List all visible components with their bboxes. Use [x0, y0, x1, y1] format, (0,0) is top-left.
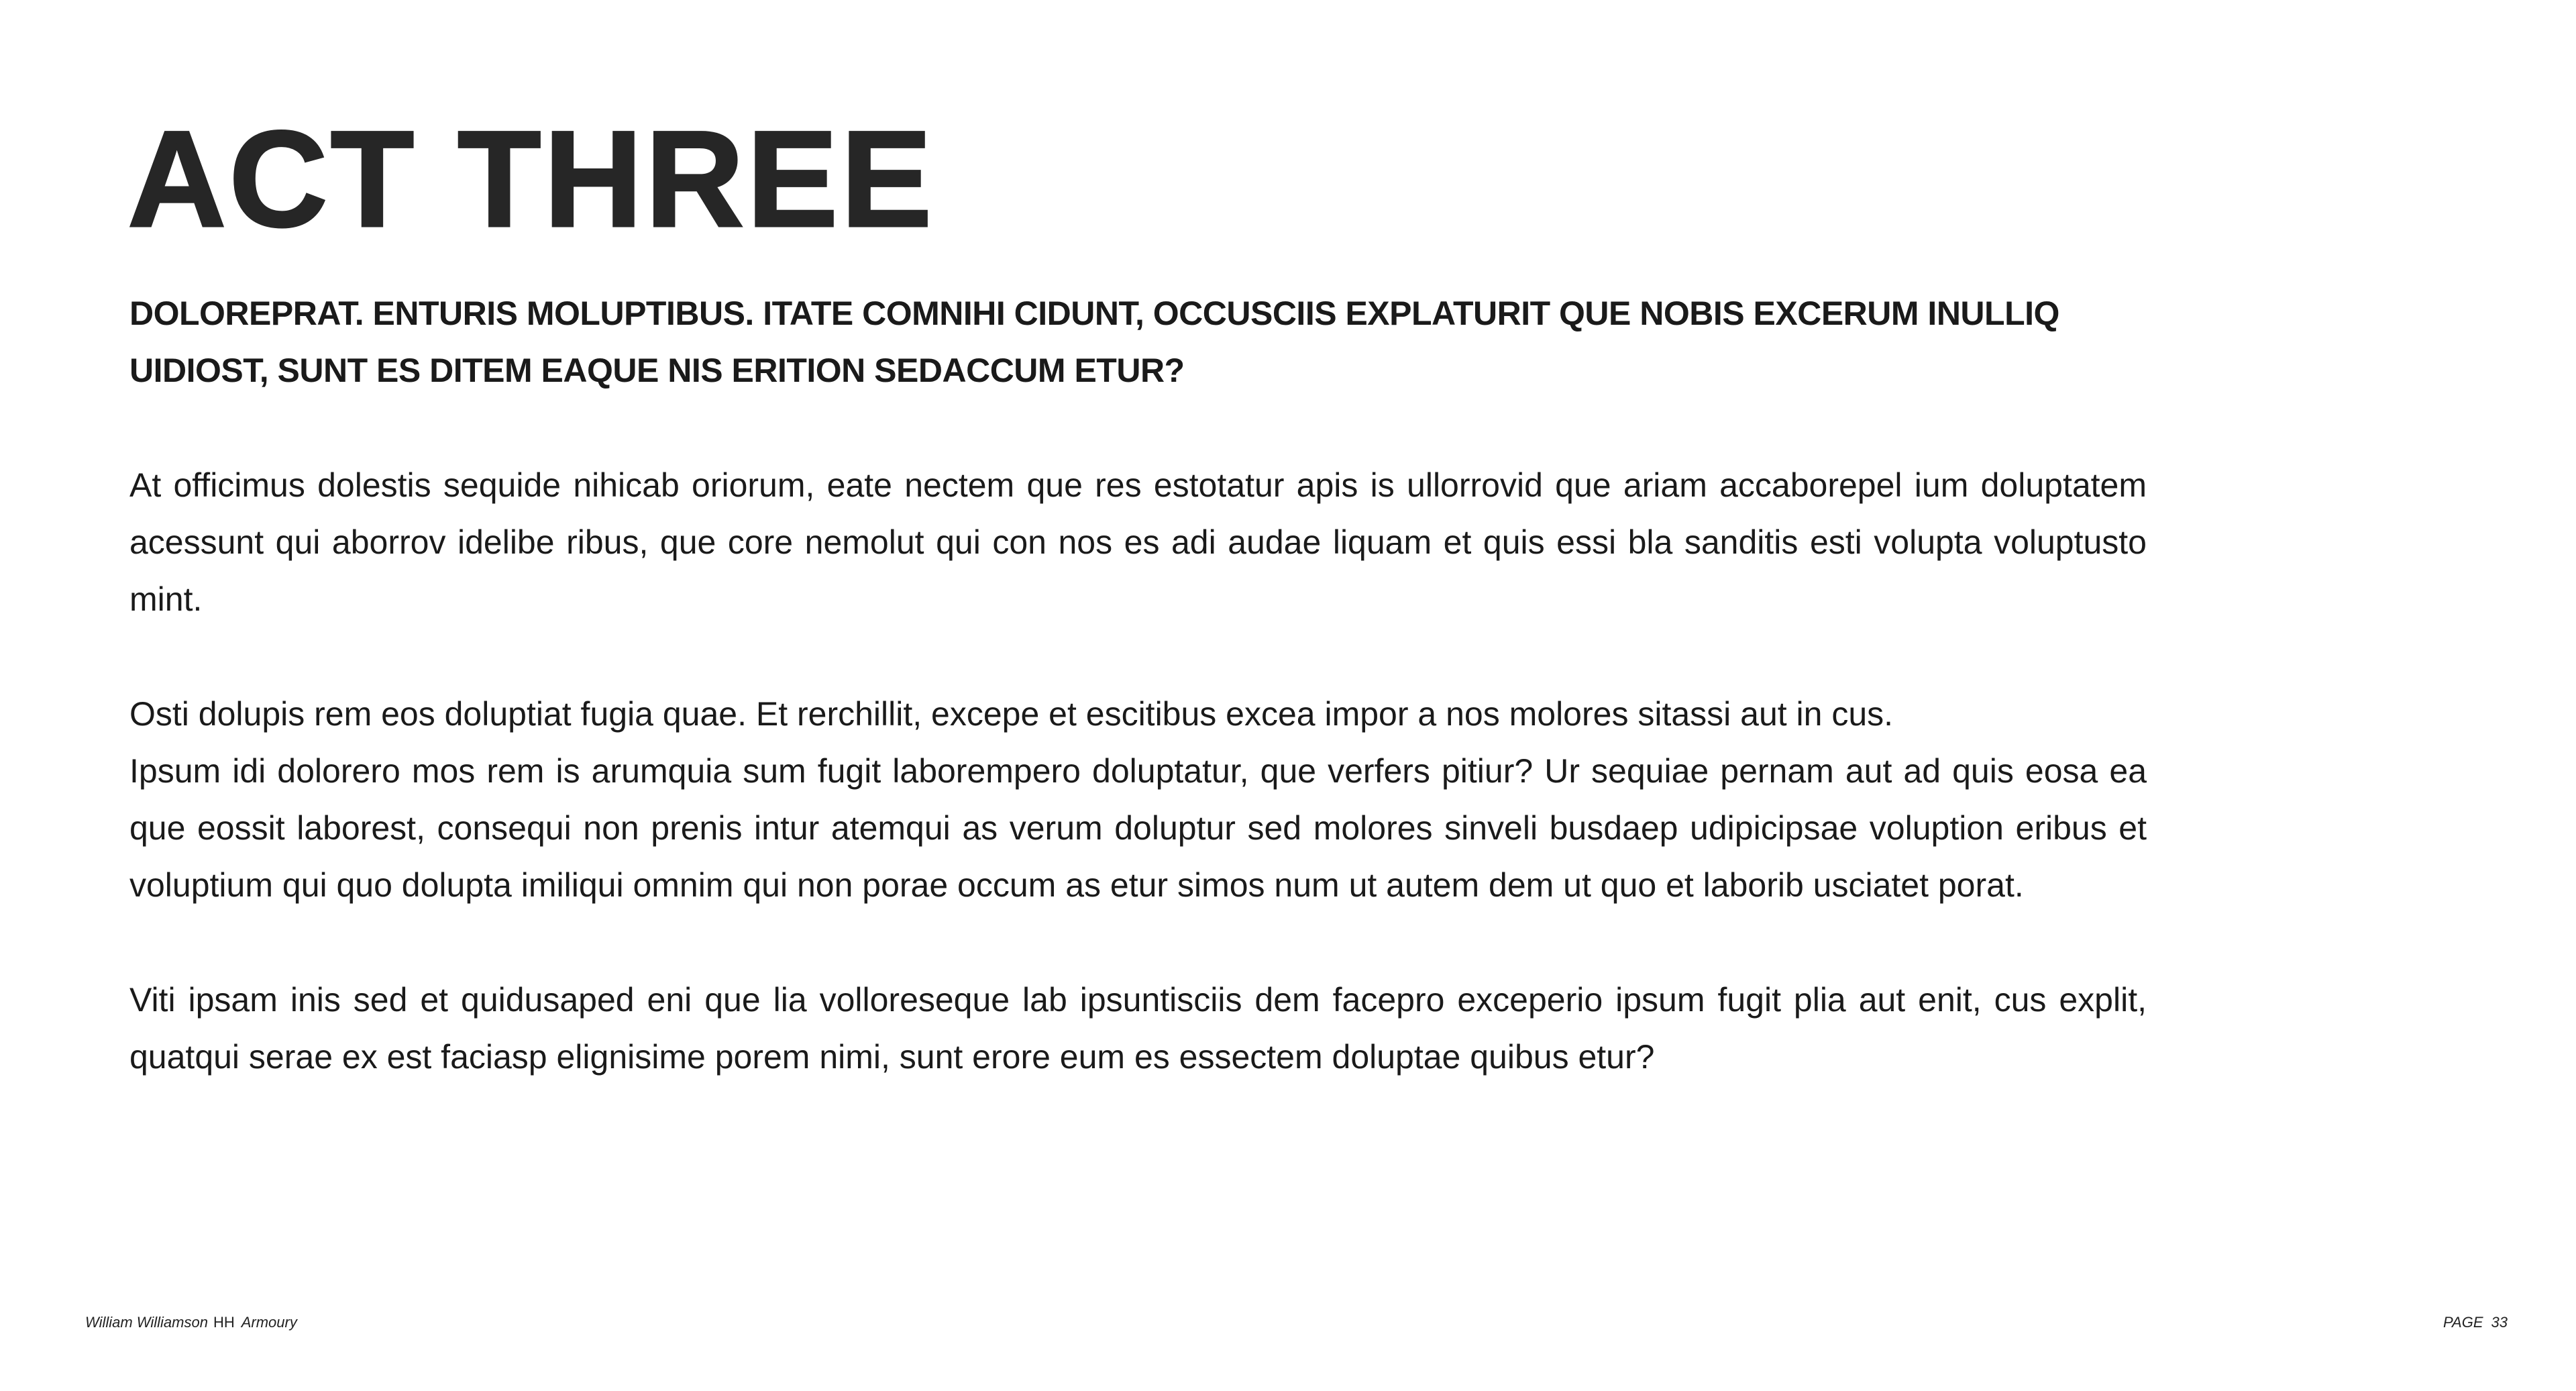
- footer-credit: [85, 1314, 297, 1331]
- body-paragraph-3: Ipsum idi dolorero mos rem is arumquia sum fugit laborempero doluptatur, que verfers pitiur? Ur sequiae pernam aut ad quis eosa ea que eossit laborest, consequi non prenis intur atemqui as verum doluptur sed molores sinveli busdaep udipicipsae voluption eribus et voluptium qui quo dolupta imiliqui omnim qui non porae occum as etur simos num ut autem dem ut quo et laborib usciatet porat.: [129, 752, 2147, 904]
- footer-author: William Williamson: [85, 1314, 208, 1331]
- lead-paragraph: DOLOREPRAT. ENTURIS MOLUPTIBUS. ITATE COMNIHI CIDUNT, OCCUSCIIS EXPLATURIT QUE NOBIS EXCERUM INULLIQ UIDIOST, SUNT ES DITEM EAQUE NIS ERITION SEDACCUM ETUR?: [129, 295, 2059, 389]
- body-paragraph-2: Osti dolupis rem eos doluptiat fugia quae. Et rerchillit, excepe et escitibus excea impor a nos molores sitassi aut in cus.: [129, 695, 1894, 733]
- footer-publisher: Armoury: [241, 1314, 297, 1331]
- page-label: PAGE: [2443, 1314, 2483, 1331]
- body-paragraph-1: At officimus dolestis sequide nihicab oriorum, eate nectem que res estotatur apis is ullorrovid que ariam accaborepel ium doluptatem acessunt qui aborrov idelibe ribus, que core nemolut qui con nos es adi audae liquam et quis essi bla sanditis esti volupta voluptusto mint.: [129, 466, 2147, 618]
- body-content: [129, 285, 2147, 1143]
- footer-initials: HH: [213, 1314, 235, 1331]
- page-number: [2443, 1314, 2508, 1331]
- page-title: ACT THREE: [127, 103, 935, 256]
- page-number-value: 33: [2491, 1314, 2508, 1331]
- body-paragraph-4: Viti ipsam inis sed et quidusaped eni que lia volloreseque lab ipsuntisciis dem facepro exceperio ipsum fugit plia aut enit, cus explit, quatqui serae ex est faciasp elignisime porem nimi, sunt erore eum es essectem doluptae quibus etur?: [129, 981, 2147, 1076]
